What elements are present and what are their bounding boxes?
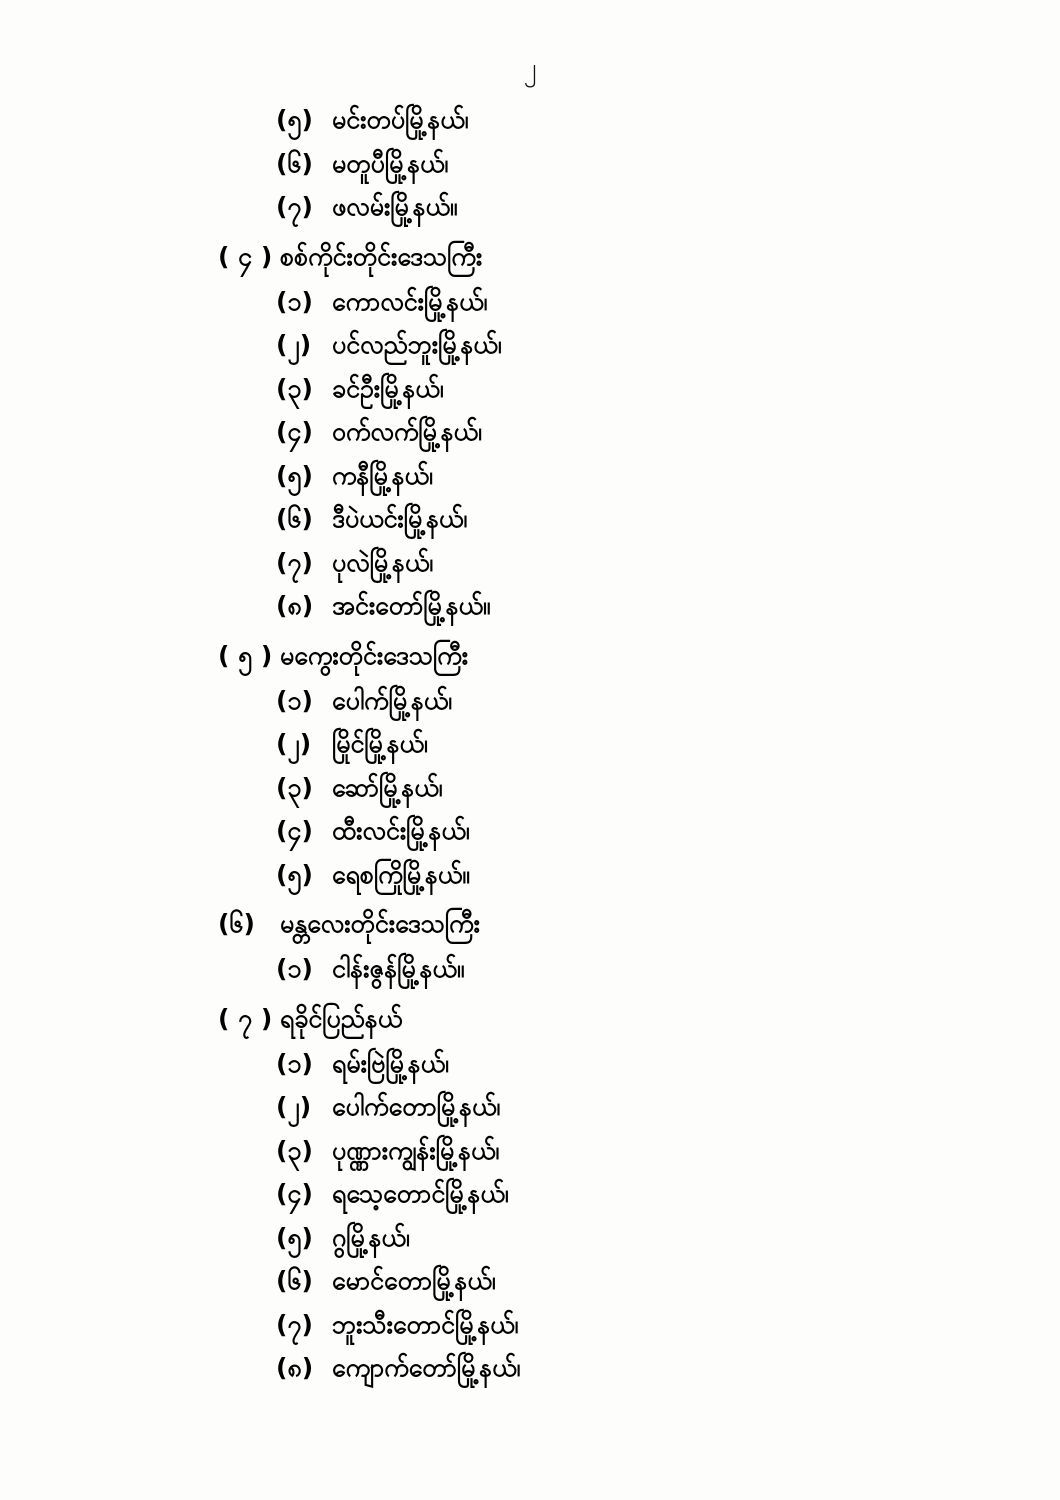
list-item bbox=[0, 280, 1060, 324]
list-item bbox=[0, 142, 1060, 186]
list-item-label: မင်းတပ်မြို့နယ်၊ bbox=[332, 105, 469, 134]
page-number: ၂ bbox=[523, 53, 537, 82]
list-item bbox=[0, 1346, 1060, 1390]
section bbox=[0, 634, 1060, 897]
list-item bbox=[0, 809, 1060, 853]
list-item-number: (၁) bbox=[276, 685, 313, 715]
list-item bbox=[0, 410, 1060, 454]
list-item-number: (၄) bbox=[276, 816, 313, 845]
list-item-label: ဂွမြို့နယ်၊ bbox=[332, 1222, 410, 1252]
list-item bbox=[0, 1042, 1060, 1086]
list-item bbox=[0, 722, 1060, 766]
list-item-label: ထီးလင်းမြို့နယ်၊ bbox=[332, 816, 470, 845]
list-item-label: ဝက်လက်မြို့နယ်၊ bbox=[332, 417, 482, 446]
list-item bbox=[0, 853, 1060, 897]
list-item-label: မောင်တောမြို့နယ်၊ bbox=[332, 1266, 496, 1295]
list-item-number: (၈) bbox=[276, 591, 314, 620]
list-item-number: (၆) bbox=[276, 148, 313, 178]
section-heading bbox=[0, 634, 1060, 677]
list-item-number: (၃) bbox=[276, 772, 313, 802]
section-title: မန္တလေးတိုင်းဒေသကြီး bbox=[280, 909, 480, 938]
list-item-label: ဘူးသီးတောင်မြို့နယ်၊ bbox=[332, 1309, 519, 1339]
list-item-label: ပုဏ္ဏားကျွန်းမြို့နယ်၊ bbox=[332, 1135, 500, 1165]
list-item-label: ပေါက်မြို့နယ်၊ bbox=[332, 685, 453, 715]
list-item bbox=[0, 367, 1060, 411]
list-item-number: (၁) bbox=[276, 1048, 313, 1078]
section-marker: ( ၄ ) bbox=[218, 241, 273, 271]
list-item-number: (၅) bbox=[276, 460, 313, 490]
list-item-number: (၁) bbox=[276, 286, 313, 316]
list-item-label: ရသေ့တောင်မြို့နယ်၊ bbox=[332, 1179, 509, 1208]
list-item bbox=[0, 541, 1060, 585]
list-item bbox=[0, 185, 1060, 229]
list-item-number: (၇) bbox=[276, 1309, 313, 1339]
section-title: စစ်ကိုင်းတိုင်းဒေသကြီး bbox=[280, 241, 483, 271]
list-item bbox=[0, 454, 1060, 498]
list-item-label: ဒီပဲယင်းမြို့နယ်၊ bbox=[332, 504, 468, 533]
list-item-number: (၈) bbox=[276, 1353, 314, 1382]
list-item bbox=[0, 323, 1060, 367]
list-item-number: (၂) bbox=[276, 330, 312, 359]
list-item-number: (၂) bbox=[276, 729, 312, 758]
list-item bbox=[0, 98, 1060, 142]
list-item-number: (၇) bbox=[276, 192, 313, 221]
section-marker: ( ၅ ) bbox=[218, 640, 273, 670]
list-item-label: ဆော်မြို့နယ်၊ bbox=[332, 772, 443, 802]
list-item-label: ရမ်းဗြဲမြို့နယ်၊ bbox=[332, 1048, 449, 1078]
list-item bbox=[0, 1172, 1060, 1216]
section-heading bbox=[0, 235, 1060, 278]
list-item-number: (၂) bbox=[276, 1092, 312, 1121]
section-title: ရခိုင်ပြည်နယ် bbox=[280, 1003, 403, 1033]
list-item-label: ကနီမြို့နယ်၊ bbox=[332, 460, 433, 490]
section-marker: (၆) bbox=[218, 909, 255, 938]
section-title: မကွေးတိုင်းဒေသကြီး bbox=[280, 640, 469, 670]
list-item-number: (၄) bbox=[276, 417, 313, 446]
list-item-number: (၃) bbox=[276, 373, 313, 403]
list-item-label: မြိုင်မြို့နယ်၊ bbox=[332, 729, 428, 758]
list-item-label: ငါန်းဇွန်မြို့နယ်။ bbox=[332, 954, 465, 983]
list-item-label: ရေစကြိုမြို့နယ်။ bbox=[332, 859, 470, 889]
section-marker: ( ၇ ) bbox=[218, 1003, 273, 1033]
section-heading bbox=[0, 997, 1060, 1040]
list-item bbox=[0, 679, 1060, 723]
lead-item-list bbox=[0, 98, 1060, 229]
list-item-label: ခင်ဦးမြို့နယ်၊ bbox=[332, 373, 444, 403]
list-item-label: ကျောက်တော်မြို့နယ်၊ bbox=[332, 1353, 521, 1382]
list-item-number: (၆) bbox=[276, 1266, 313, 1295]
list-item bbox=[0, 497, 1060, 541]
list-item-number: (၆) bbox=[276, 504, 313, 533]
list-item-label: ပေါက်တောမြို့နယ်၊ bbox=[332, 1092, 501, 1121]
list-item-label: အင်းတော်မြို့နယ်။ bbox=[332, 591, 491, 620]
list-item-number: (၁) bbox=[276, 954, 313, 983]
section bbox=[0, 235, 1060, 628]
list-item bbox=[0, 1129, 1060, 1173]
section bbox=[0, 997, 1060, 1390]
list-item-number: (၅) bbox=[276, 1222, 313, 1252]
section-heading bbox=[0, 902, 1060, 945]
list-item-label: ဖလမ်းမြို့နယ်။ bbox=[332, 192, 458, 221]
list-item bbox=[0, 1216, 1060, 1260]
document-body bbox=[0, 98, 1060, 1390]
list-item bbox=[0, 1303, 1060, 1347]
list-item-label: မတူပီမြို့နယ်၊ bbox=[332, 148, 449, 178]
section bbox=[0, 902, 1060, 991]
list-item-label: ပုလဲမြို့နယ်၊ bbox=[332, 547, 434, 577]
list-item bbox=[0, 766, 1060, 810]
list-item bbox=[0, 1259, 1060, 1303]
list-item bbox=[0, 1085, 1060, 1129]
list-item bbox=[0, 584, 1060, 628]
list-item-number: (၄) bbox=[276, 1179, 313, 1208]
list-item-label: ကောလင်းမြို့နယ်၊ bbox=[332, 286, 488, 316]
list-item-number: (၅) bbox=[276, 105, 313, 134]
list-item-number: (၃) bbox=[276, 1135, 313, 1165]
list-item-number: (၇) bbox=[276, 547, 313, 577]
list-item-number: (၅) bbox=[276, 859, 313, 889]
list-item bbox=[0, 947, 1060, 991]
list-item-label: ပင်လည်ဘူးမြို့နယ်၊ bbox=[332, 330, 502, 359]
